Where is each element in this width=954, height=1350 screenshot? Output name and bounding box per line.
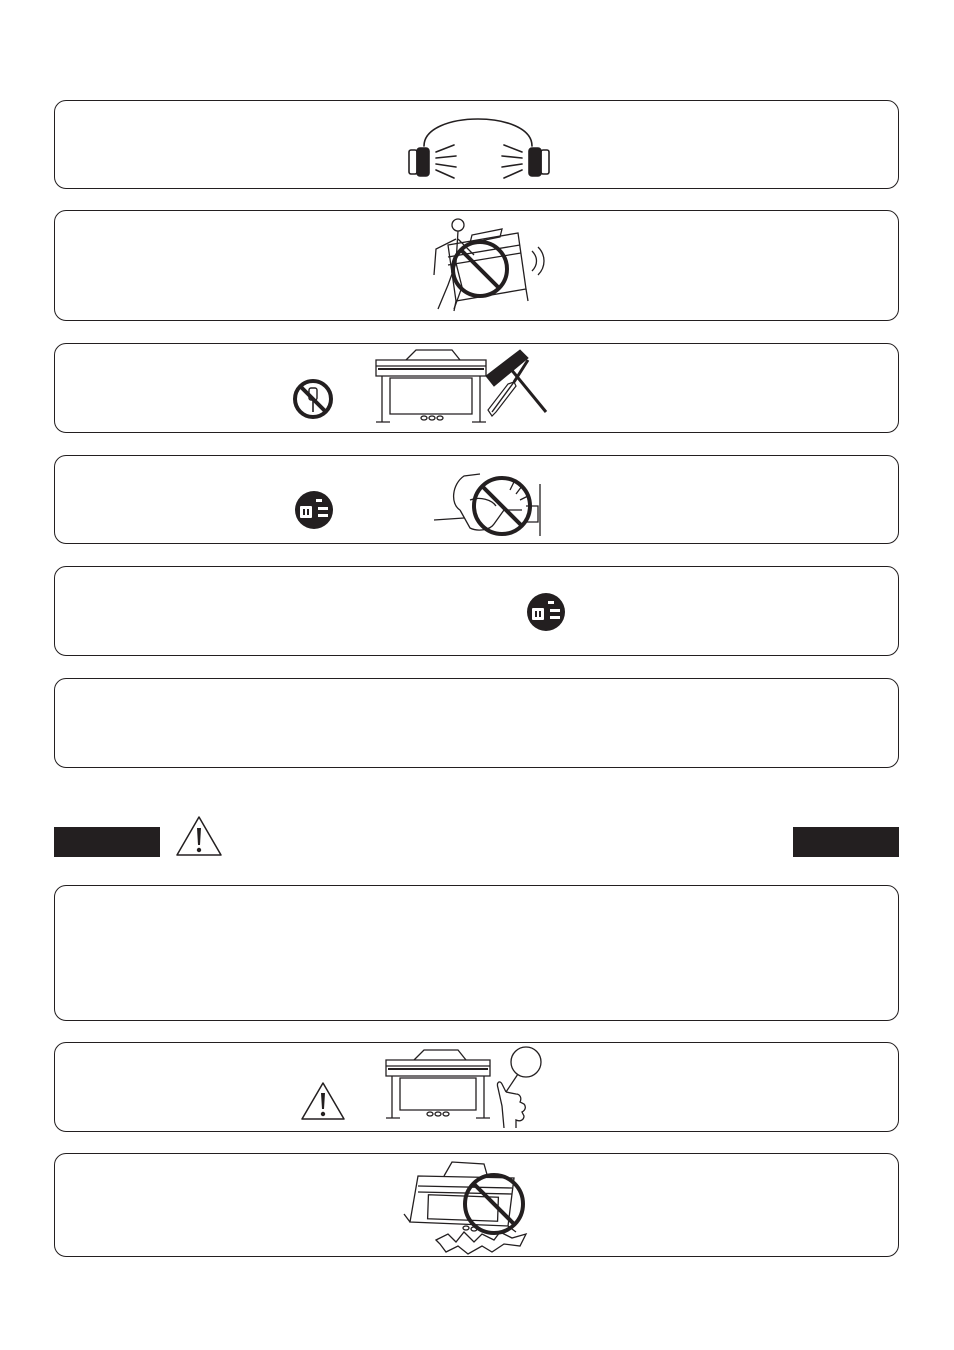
falling-piano-prohibited-icon: [396, 1154, 542, 1254]
pulling-cord-prohibited-icon: [430, 470, 546, 538]
pointing-hand-icon: [492, 1044, 544, 1130]
caution-panel-blank: [54, 885, 899, 1021]
unplug-icon: [526, 592, 566, 632]
warning-panel-unplug: [54, 566, 899, 656]
tools-icon: [480, 346, 552, 420]
caution-header-bar-right: [793, 827, 899, 857]
no-disassembly-icon: [292, 378, 334, 420]
caution-header-bar-left: [54, 827, 160, 857]
caution-triangle-icon: [299, 1080, 347, 1122]
unplug-icon: [294, 490, 334, 530]
headphones-icon: [404, 112, 554, 184]
person-leaning-on-piano-prohibited-icon: [418, 215, 550, 315]
digital-piano-icon: [382, 1048, 494, 1124]
digital-piano-icon: [372, 348, 490, 428]
warning-triangle-icon: [175, 814, 223, 858]
warning-panel-blank: [54, 678, 899, 768]
